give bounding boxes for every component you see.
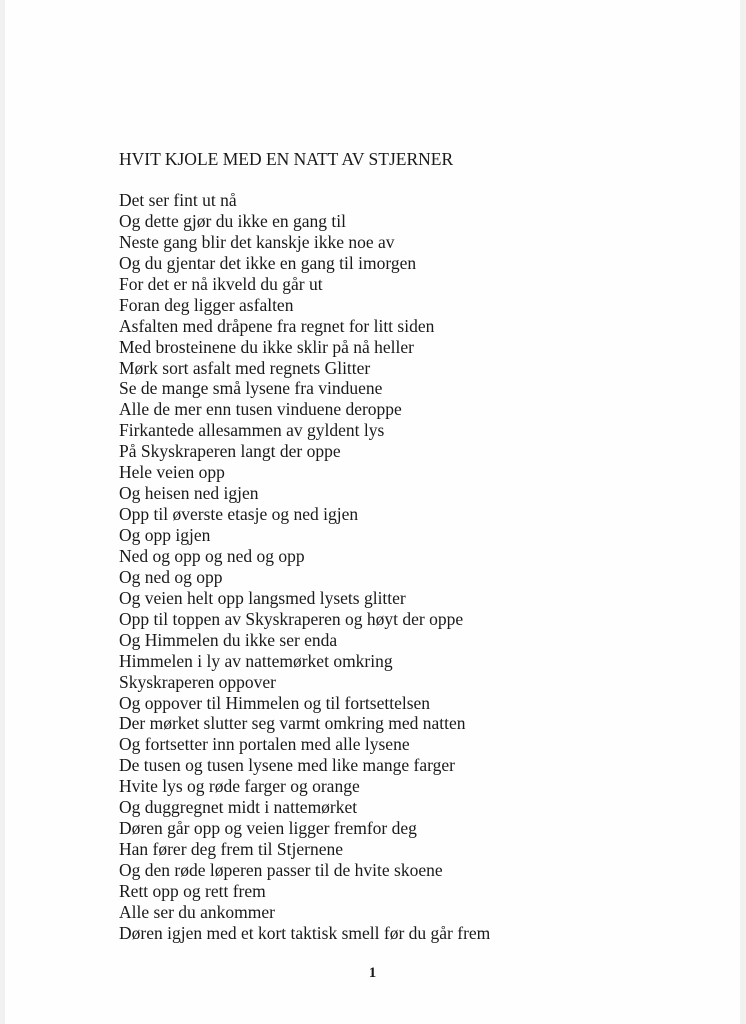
poem-title: HVIT KJOLE MED EN NATT AV STJERNER bbox=[119, 149, 454, 169]
poem-line: Opp til toppen av Skyskraperen og høyt der oppe bbox=[119, 608, 464, 629]
page-number: 1 bbox=[368, 965, 377, 981]
poem-line: Neste gang blir det kanskje ikke noe av bbox=[119, 231, 395, 252]
poem-line: Der mørket slutter seg varmt omkring med natten bbox=[119, 713, 466, 734]
poem-line: Og dette gjør du ikke en gang til bbox=[119, 210, 346, 231]
poem-line: Se de mange små lysene fra vinduene bbox=[119, 378, 383, 399]
poem-line: Hele veien opp bbox=[119, 462, 225, 483]
poem-line: På Skyskraperen langt der oppe bbox=[119, 441, 341, 462]
poem-line: Mørk sort asfalt med regnets Glitter bbox=[119, 357, 371, 378]
poem-line: Og du gjentar det ikke en gang til imorgen bbox=[119, 252, 417, 273]
poem-line: Døren igjen med et kort taktisk smell før du går frem bbox=[119, 922, 491, 943]
poem-line: Skyskraperen oppover bbox=[119, 671, 276, 692]
poem-line: Og heisen ned igjen bbox=[119, 483, 259, 504]
poem-line: De tusen og tusen lysene med like mange farger bbox=[119, 755, 455, 776]
poem-line: Han fører deg frem til Stjernene bbox=[119, 839, 344, 860]
poem-line: Og opp igjen bbox=[119, 525, 211, 545]
poem-line: Hvite lys og røde farger og orange bbox=[119, 776, 360, 797]
poem-line: Og den røde løperen passer til de hvite skoene bbox=[119, 860, 443, 880]
poem-body bbox=[119, 190, 490, 944]
poem-line: Ned og opp og ned og opp bbox=[119, 545, 305, 566]
poem-line: Og ned og opp bbox=[119, 566, 223, 587]
poem-line: Rett opp og rett frem bbox=[119, 880, 266, 901]
poem-line: For det er nå ikveld du går ut bbox=[119, 273, 323, 294]
poem-line: Og oppover til Himmelen og til fortsettelsen bbox=[119, 692, 431, 713]
poem-line: Døren går opp og veien ligger fremfor deg bbox=[119, 818, 417, 839]
poem-line: Alle de mer enn tusen vinduene deroppe bbox=[119, 399, 402, 420]
poem-line: Firkantede allesammen av gyldent lys bbox=[119, 420, 385, 441]
poem-line: Med brosteinene du ikke sklir på nå heller bbox=[119, 336, 414, 357]
poem-line: Og duggregnet midt i nattemørket bbox=[119, 797, 358, 818]
poem-line: Og Himmelen du ikke ser enda bbox=[119, 629, 338, 650]
poem-line: Det ser fint ut nå bbox=[119, 190, 237, 210]
page-edge-right bbox=[740, 0, 746, 1024]
poem-line: Og fortsetter inn portalen med alle lysene bbox=[119, 734, 410, 755]
poem-line: Og veien helt opp langsmed lysets glitter bbox=[119, 587, 406, 608]
poem-line: Alle ser du ankommer bbox=[119, 901, 275, 922]
poem-line: Himmelen i ly av nattemørket omkring bbox=[119, 650, 393, 671]
poem-line: Foran deg ligger asfalten bbox=[119, 294, 294, 315]
document-page bbox=[5, 0, 740, 1024]
poem-line: Asfalten med dråpene fra regnet for litt siden bbox=[119, 315, 435, 336]
poem-line: Opp til øverste etasje og ned igjen bbox=[119, 504, 359, 525]
